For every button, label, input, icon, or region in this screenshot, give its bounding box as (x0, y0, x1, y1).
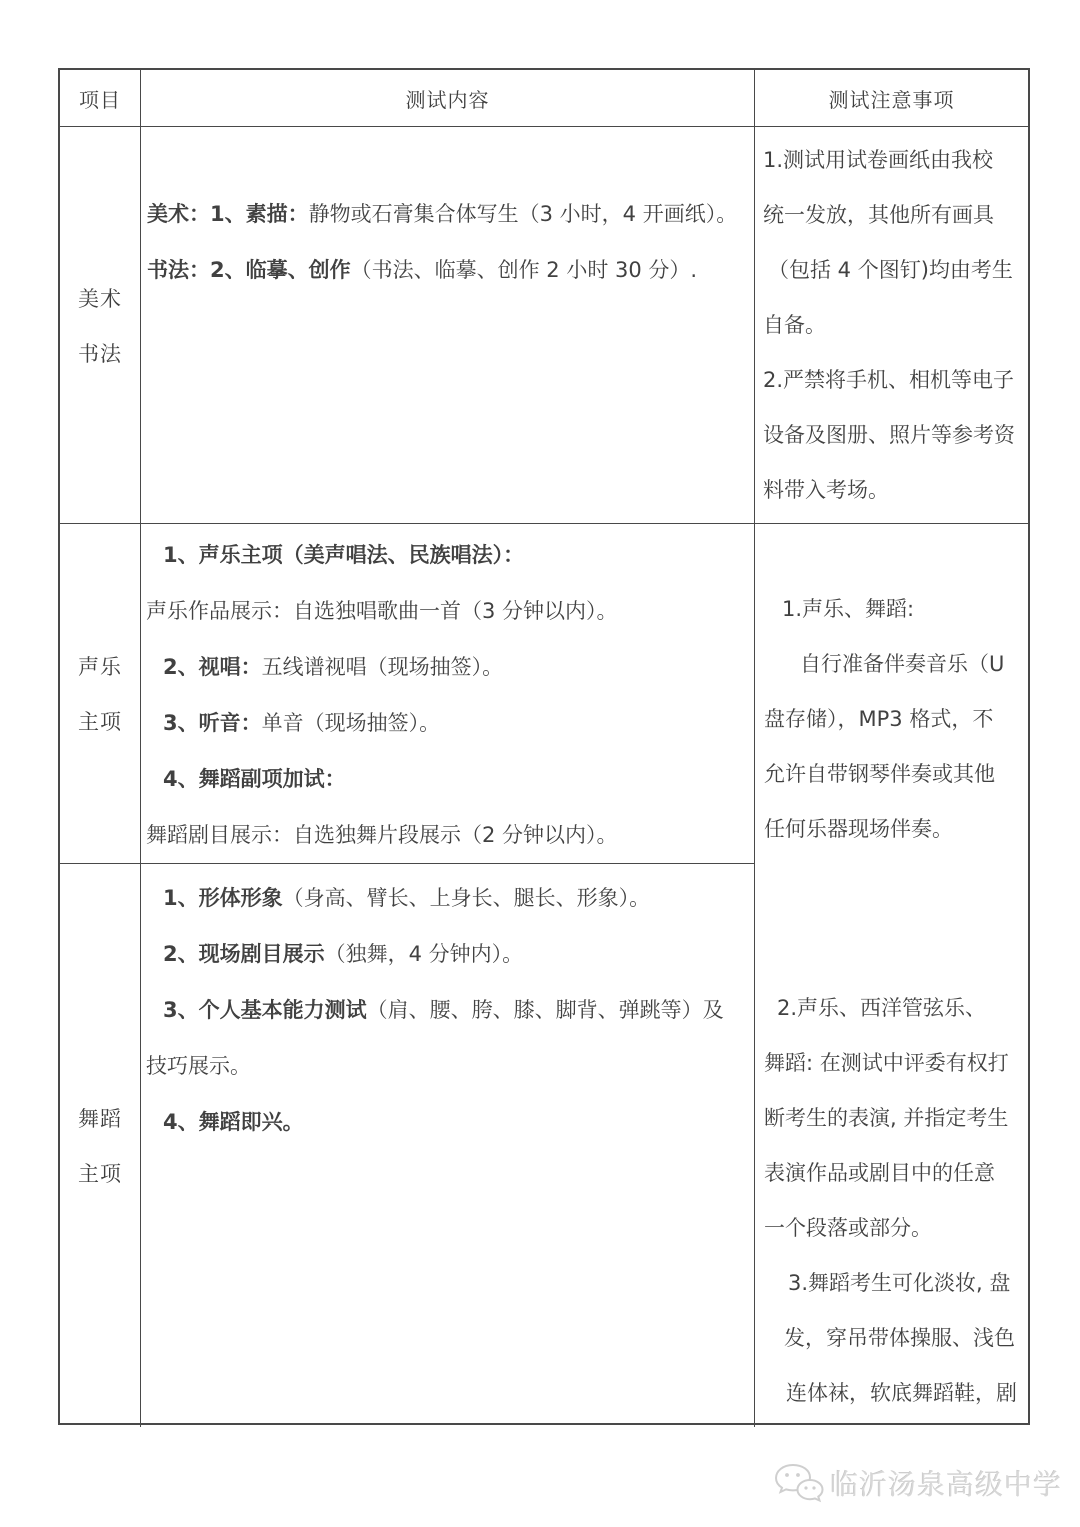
text-line (141, 1037, 754, 1093)
text-line: 自行准备伴奏音乐（U (800, 651, 1005, 676)
text-line (141, 750, 754, 806)
wechat-icon (772, 1462, 824, 1504)
project-cell-dance-major (60, 864, 141, 1427)
notes-cell-art-calligraphy (755, 127, 1028, 524)
project-cell-vocal-major (60, 524, 141, 864)
text-segment: （身高、臂长、上身长、腿长、形象）。 (282, 886, 651, 910)
text-line: 设备及图册、照片等参考资 (763, 422, 1015, 447)
text-line: 自备。 (763, 312, 826, 337)
text-line: 舞蹈: 在测试中评委有权打 (764, 1050, 1009, 1075)
content-cell-dance-major (141, 864, 755, 1427)
header-cell-project: 项目 (60, 70, 141, 127)
text-line: 表演作品或剧目中的任意 (764, 1160, 995, 1185)
spacer (755, 855, 1028, 979)
text-line (141, 185, 754, 241)
text-line: 发，穿吊带体操服、浅色 (784, 1325, 1015, 1350)
text-line: 一个段落或部分。 (764, 1215, 932, 1240)
text-segment: 五线谱视唱（现场抽签）。 (261, 655, 504, 679)
bold-text-segment: 2、视唱： (163, 655, 262, 679)
text-segment: 技巧展示。 (146, 1054, 251, 1078)
bold-text-segment: 3、听音： (163, 711, 262, 735)
project-label: 书法 (78, 341, 122, 366)
text-segment: 静物或石膏集合体写生（3 小时，4 开画纸）。 (308, 202, 738, 226)
text-line (141, 638, 754, 694)
text-line (141, 582, 754, 638)
bold-text-segment: 1、声乐主项（美声唱法、民族唱法）： (163, 543, 525, 567)
project-label: 舞蹈 (78, 1107, 122, 1131)
content-cell-art-calligraphy (141, 127, 755, 524)
project-label: 主项 (78, 710, 122, 734)
text-segment: 声乐作品展示：自选独唱歌曲一首（3 分钟以内）。 (146, 599, 618, 623)
text-segment: （书法、临摹、创作 2 小时 30 分）. (350, 258, 698, 282)
text-line (141, 925, 754, 981)
text-segment: （独舞，4 分钟内）。 (324, 942, 524, 966)
text-line (141, 869, 754, 925)
project-label: 声乐 (78, 655, 122, 679)
header-cell-notes: 测试注意事项 (755, 70, 1028, 127)
text-line: 2.声乐、西洋管弦乐、 (777, 995, 987, 1020)
text-line (141, 1093, 754, 1149)
text-line (141, 981, 754, 1037)
project-cell-art-calligraphy (60, 127, 141, 524)
project-label: 美术 (78, 286, 122, 311)
bold-text-segment: 书法：2、临摹、创作 (147, 258, 351, 282)
text-line (141, 241, 754, 297)
text-line: 允许自带钢琴伴奏或其他 (764, 761, 995, 786)
text-line: 1.测试用试卷画纸由我校 (763, 147, 994, 172)
bold-text-segment: 4、舞蹈即兴。 (163, 1110, 304, 1134)
text-segment: 单音（现场抽签）。 (261, 711, 441, 735)
text-line: 任何乐器现场伴奏。 (764, 816, 953, 841)
test-schedule-table (58, 68, 1030, 1425)
project-label: 主项 (78, 1162, 122, 1186)
watermark (772, 1460, 1062, 1506)
text-line: 1.声乐、舞蹈: (782, 596, 915, 621)
notes-cell-vocal-dance (755, 524, 1028, 1427)
watermark-text: 临沂汤泉高级中学 (830, 1468, 1063, 1501)
text-segment: 舞蹈剧目展示：自选独舞片段展示（2 分钟以内）。 (146, 823, 618, 847)
header-cell-content: 测试内容 (141, 70, 755, 127)
text-line: 3.舞蹈考生可化淡妆, 盘 (788, 1270, 1011, 1295)
text-line: 2.严禁将手机、相机等电子 (763, 367, 1015, 392)
bold-text-segment: 美术：1、素描： (147, 202, 309, 226)
bold-text-segment: 2、现场剧目展示 (163, 942, 325, 966)
text-line: 断考生的表演, 并指定考生 (764, 1105, 1009, 1130)
bold-text-segment: 3、个人基本能力测试 (163, 998, 367, 1022)
content-cell-vocal-major (141, 524, 755, 864)
text-line (141, 694, 754, 750)
text-line: 盘存储），MP3 格式，不 (764, 706, 994, 731)
text-line: 统一发放，其他所有画具 (763, 202, 994, 227)
text-line (141, 806, 754, 862)
text-line: 料带入考场。 (763, 477, 889, 502)
text-line (141, 526, 754, 582)
text-line: （包括 4 个图钉)均由考生 (768, 257, 1013, 282)
bold-text-segment: 1、形体形象 (163, 886, 283, 910)
bold-text-segment: 4、舞蹈副项加试： (163, 767, 346, 791)
text-segment: （肩、腰、胯、膝、脚背、弹跳等）及 (366, 998, 724, 1022)
text-line: 连体袜，软底舞蹈鞋，剧 (786, 1380, 1017, 1405)
